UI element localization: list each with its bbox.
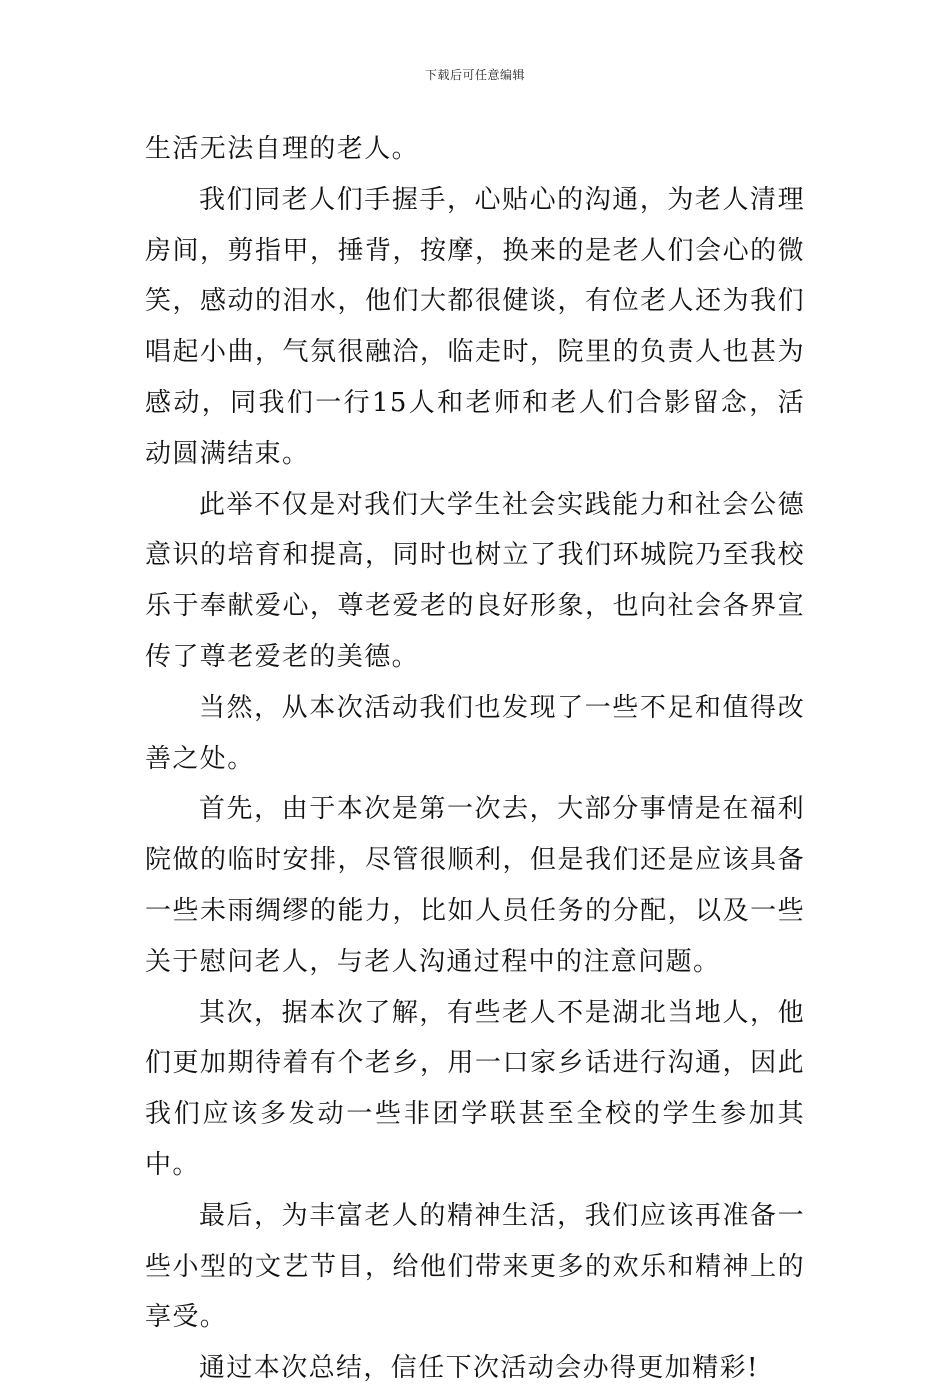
page-header-note: 下载后可任意编辑	[424, 68, 525, 82]
paragraph-second-point: 其次，据本次了解，有些老人不是湖北当地人，他们更加期待着有个老乡，用一口家乡话进行沟通，因此我们应该多发动一些非团学联甚至全校的学生参加其中。	[145, 997, 805, 1180]
paragraph-significance: 此举不仅是对我们大学生社会实践能力和社会公德意识的培育和提高，同时也树立了我们环城院乃至我校乐于奉献爱心，尊老爱老的良好形象，也向社会各界宣传了尊老爱老的美德。	[145, 489, 805, 672]
paragraph-conclusion: 通过本次总结，信任下次活动会办得更加精彩!	[199, 1353, 759, 1384]
paragraph-activity: 我们同老人们手握手，心贴心的沟通，为老人清理房间，剪指甲，捶背，按摩，换来的是老人们会心的微笑，感动的泪水，他们大都很健谈，有位老人还为我们唱起小曲，气氛很融洽，临走时，院里的负责人也甚为感动，同我们一行15人和老师和老人们合影留念，活动圆满结束。	[145, 184, 805, 469]
paragraph-continued: 生活无法自理的老人。	[145, 134, 420, 164]
paragraph-last-point: 最后，为丰富老人的精神生活，我们应该再准备一些小型的文艺节目，给他们带来更多的欢乐和精神上的享受。	[145, 1200, 805, 1333]
paragraph-first-point: 首先，由于本次是第一次去，大部分事情是在福利院做的临时安排，尽管很顺利，但是我们还是应该具备一些未雨绸缪的能力，比如人员任务的分配，以及一些关于慰问老人，与老人沟通过程中的注意问题。	[145, 794, 805, 977]
document-body	[145, 124, 805, 1394]
paragraph-shortcomings: 当然，从本次活动我们也发现了一些不足和值得改善之处。	[145, 692, 805, 774]
